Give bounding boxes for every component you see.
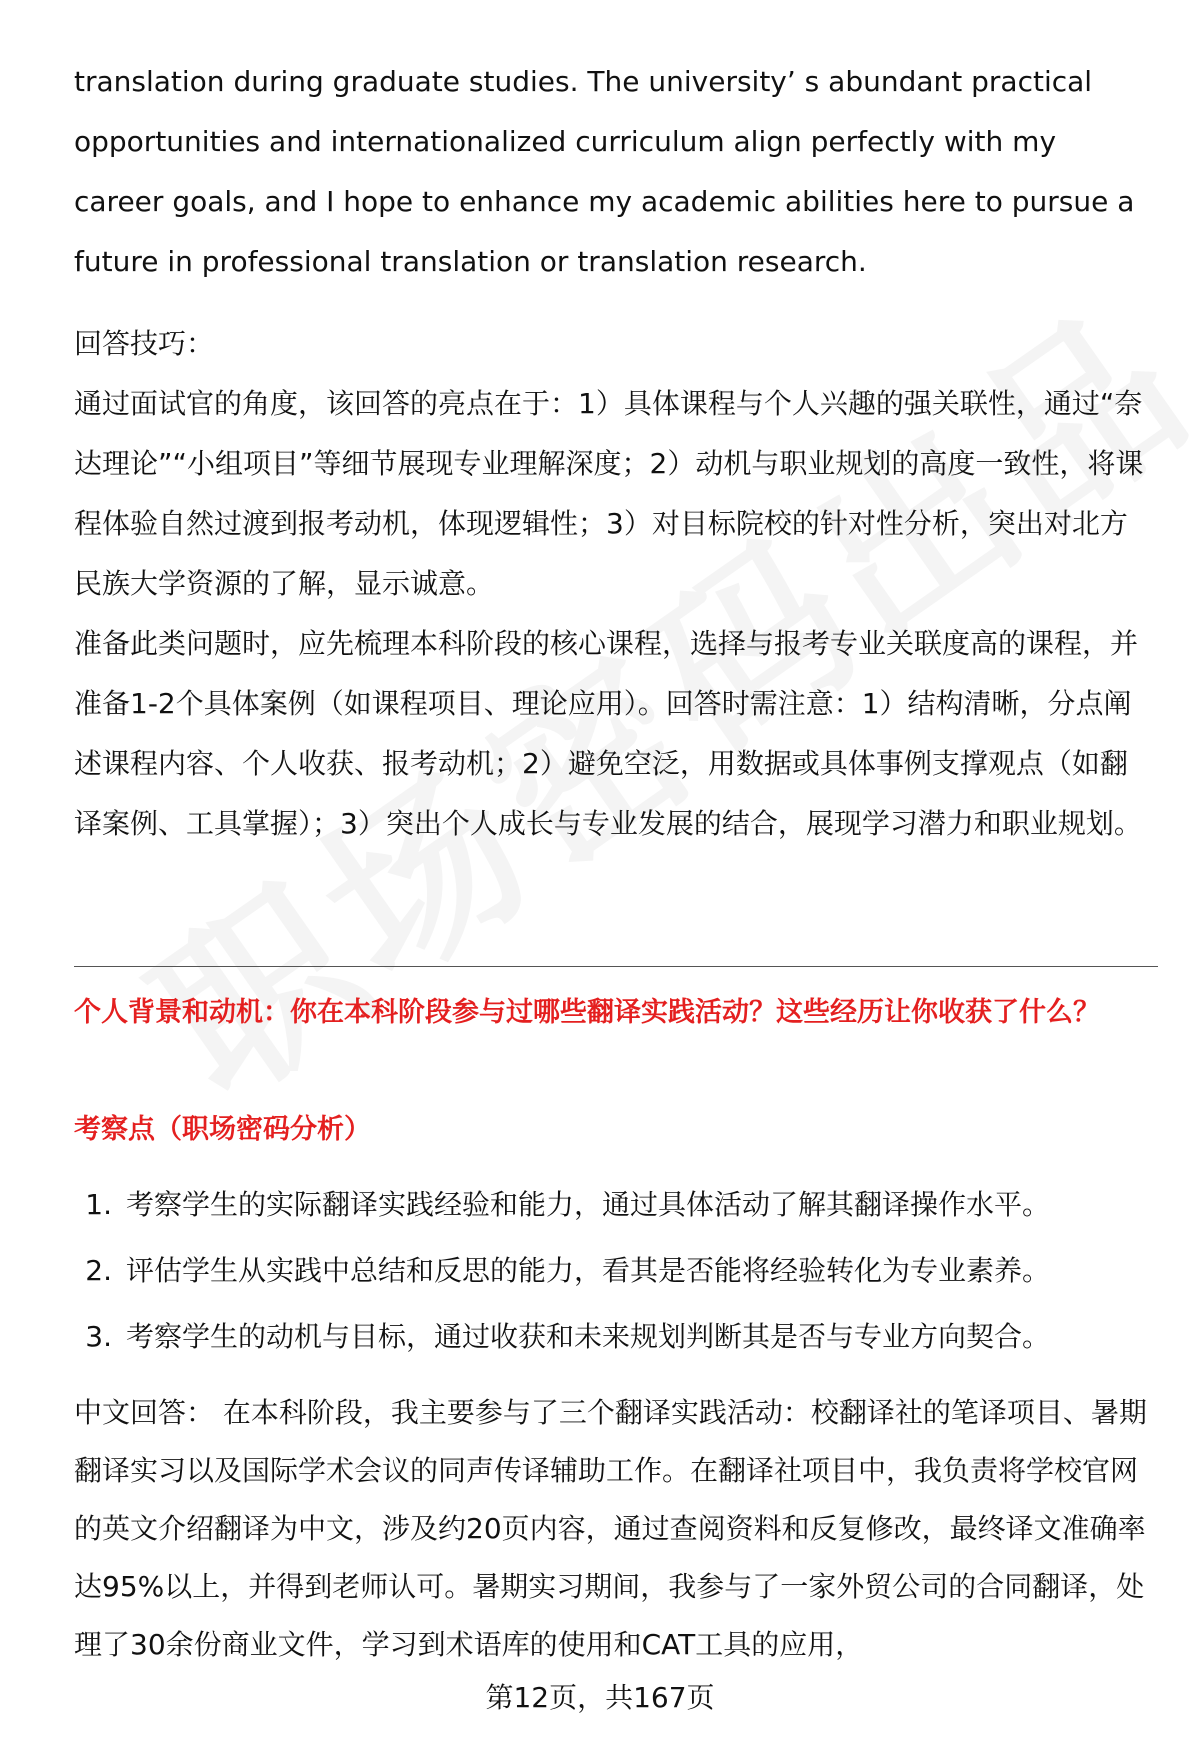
list-item	[74, 1183, 1154, 1227]
list-number: 2.	[85, 1254, 112, 1287]
tips-paragraph-2: 准备此类问题时，应先梳理本科阶段的核心课程，选择与报考专业关联度高的课程，并准备1-2个具体案例（如课程项目、理论应用）。回答时需注意：1）结构清晰，分点阐述课程内容、个人收获、报考动机；2）避免空泛，用数据或具体事例支撑观点（如翻译案例、工具掌握）；3）突出个人成长与专业发展的结合，展现学习潜力和职业规划。	[74, 627, 1142, 840]
list-text: 考察学生的实际翻译实践经验和能力，通过具体活动了解其翻译操作水平。	[126, 1188, 1051, 1221]
chinese-answer: 中文回答： 在本科阶段，我主要参与了三个翻译实践活动：校翻译社的笔译项目、暑期翻译实习以及国际学术会议的同声传译辅助工作。在翻译社项目中，我负责将学校官网的英文介绍翻译为中文，涉及约20页内容，通过查阅资料和反复修改，最终译文准确率达95%以上，并得到老师认可。暑期实习期间，我参与了一家外贸公司的合同翻译，处理了30余份商业文件，学习到术语库的使用和CAT工具的应用，	[74, 1396, 1147, 1661]
analysis-points	[74, 1183, 1154, 1381]
page-footer: 第12页，共167页	[485, 1681, 715, 1714]
section-divider	[74, 966, 1158, 967]
list-number: 3.	[85, 1320, 112, 1353]
list-item	[74, 1249, 1154, 1293]
list-item	[74, 1315, 1154, 1359]
question-heading: 个人背景和动机：你在本科阶段参与过哪些翻译实践活动？这些经历让你收获了什么？	[74, 997, 1100, 1028]
document-body	[74, 52, 1154, 854]
intro-paragraph: translation during graduate studies. The university’ s abundant practical opportunities and internationalized curriculum align perfectly with my career goals, and I hope to enhance my academic abilities here to pursue a future in professional translation or translation research.	[74, 65, 1135, 278]
tips-heading: 回答技巧：	[74, 327, 215, 360]
list-text: 考察学生的动机与目标，通过收获和未来规划判断其是否与专业方向契合。	[126, 1320, 1051, 1353]
list-number: 1.	[85, 1188, 112, 1221]
analysis-title: 考察点（职场密码分析）	[74, 1114, 371, 1145]
tips-paragraph-1: 通过面试官的角度，该回答的亮点在于：1）具体课程与个人兴趣的强关联性，通过“奈达理论”“小组项目”等细节展现专业理解深度；2）动机与职业规划的高度一致性，将课程体验自然过渡到报考动机，体现逻辑性；3）对目标院校的针对性分析，突出对北方民族大学资源的了解，显示诚意。	[74, 387, 1144, 600]
list-text: 评估学生从实践中总结和反思的能力，看其是否能将经验转化为专业素养。	[126, 1254, 1051, 1287]
